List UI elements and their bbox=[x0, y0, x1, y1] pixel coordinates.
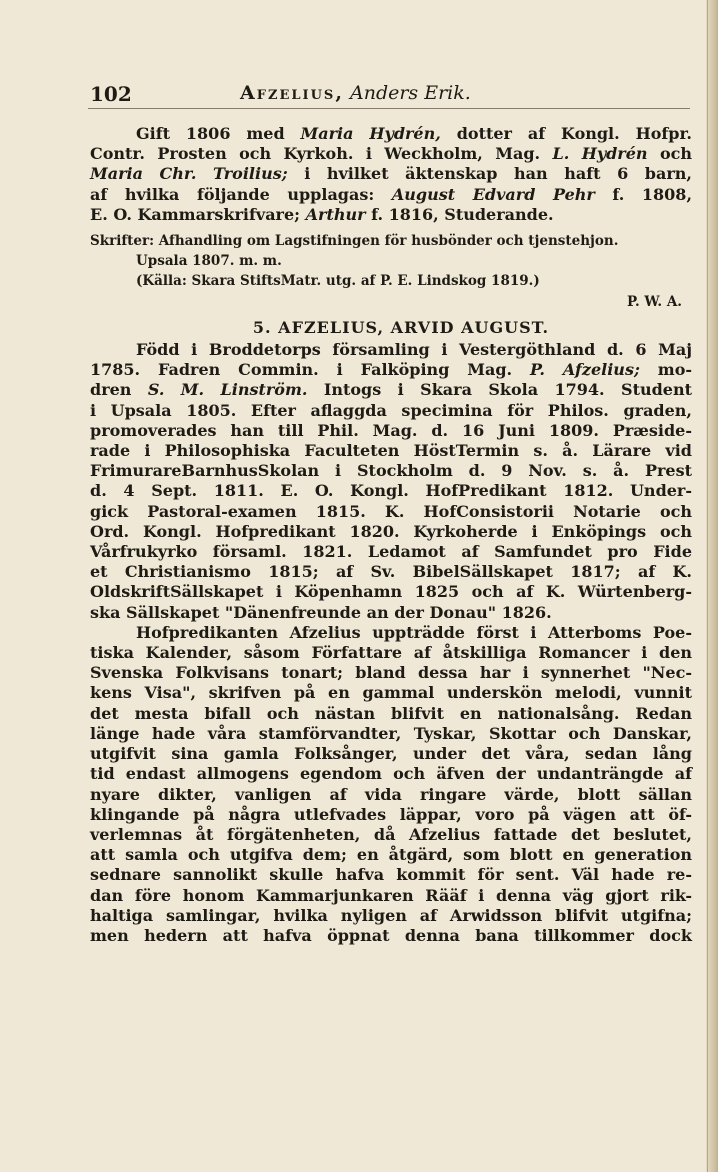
text-line bbox=[90, 683, 692, 703]
text-line bbox=[90, 522, 692, 542]
text-line bbox=[90, 164, 692, 184]
text-segment: Född i Broddetorps församling i Vestergöthland d. 6 Maj bbox=[136, 340, 692, 360]
text-line bbox=[90, 744, 692, 764]
text-line bbox=[90, 360, 692, 380]
text-line bbox=[90, 441, 692, 461]
text-segment: men hedern att hafva öppnat denna bana tillkommer dock bbox=[90, 925, 692, 945]
text-segment: klingande på några utlefvades läppar, voro på vägen att öf- bbox=[90, 804, 692, 824]
text-segment: länge hade våra stamförvandter, Tyskar, Skottar och Danskar, bbox=[90, 723, 692, 743]
text-line bbox=[90, 380, 692, 400]
page-edge-line bbox=[707, 0, 708, 1172]
text-segment: Skrifter: Afhandling om Lagstifningen för husbönder och tjenstehjon. bbox=[90, 233, 619, 250]
text-segment: FrimurareBarnhusSkolan i Stockholm d. 9 Nov. s. å. Prest bbox=[90, 461, 692, 481]
text-segment: mo- bbox=[639, 360, 692, 380]
text-line bbox=[90, 144, 692, 164]
text-segment: 5. AFZELIUS, ARVID AUGUST. bbox=[252, 317, 550, 337]
text-segment: och bbox=[647, 144, 692, 164]
text-line bbox=[90, 562, 692, 582]
text-segment: 1785. Fadren Commin. i Falköping Mag. bbox=[90, 360, 531, 380]
text-line bbox=[90, 603, 692, 623]
running-title-name: Afzelius, bbox=[240, 82, 344, 104]
text-segment: promoverades han till Phil. Mag. d. 16 Juni 1809. Præside- bbox=[90, 420, 692, 440]
text-segment: det mesta bifall och nästan blifvit en nationalsång. Redan bbox=[90, 703, 692, 723]
text-segment: haltiga samlingar, hvilka nyligen af Arwidsson blifvit utgifna; bbox=[90, 905, 692, 925]
text-segment: OldskriftSällskapet i Köpenhamn 1825 och af K. Würtenberg- bbox=[90, 582, 692, 602]
text-segment: Contr. Prosten och Kyrkoh. i Weckholm, Mag. bbox=[90, 144, 553, 164]
text-segment: Gift 1806 med bbox=[136, 124, 301, 143]
italic-text: Maria Hydrén, bbox=[300, 124, 441, 143]
text-line bbox=[90, 825, 692, 845]
text-line bbox=[90, 906, 692, 926]
text-line bbox=[90, 623, 692, 643]
text-segment: rade i Philosophiska Faculteten HöstTermin s. å. Lärare vid bbox=[90, 441, 692, 461]
italic-text: August Edvard Pehr bbox=[391, 184, 595, 204]
text-segment: kens Visa", skrifven på en gammal underskön melodi, vunnit bbox=[90, 683, 692, 703]
text-segment: af hvilka följande upplagas: bbox=[90, 184, 392, 204]
text-line bbox=[90, 124, 692, 144]
text-line bbox=[90, 785, 692, 805]
text-segment: Upsala 1807. m. m. bbox=[136, 253, 282, 270]
text-segment: Vårfrukyrko församl. 1821. Ledamot af Samfundet pro Fide bbox=[90, 542, 692, 562]
text-segment: f. 1816, Studerande. bbox=[365, 204, 554, 224]
text-segment: Svenska Folkvisans tonart; bland dessa har i synnerhet "Nec- bbox=[90, 663, 692, 683]
text-line bbox=[90, 582, 692, 602]
text-segment: att samla och utgifva dem; en åtgärd, som blott en generation bbox=[90, 845, 692, 865]
italic-text: Arthur bbox=[305, 204, 366, 224]
text-segment: tid endast allmogens egendom och äfven der undanträngde af bbox=[90, 764, 692, 784]
text-line bbox=[90, 845, 692, 865]
text-line bbox=[90, 886, 692, 906]
text-segment: nyare dikter, vanligen af vida ringare värde, blott sällan bbox=[90, 784, 692, 804]
text-segment: E. O. Kammarskrifvare; bbox=[90, 204, 306, 224]
text-line bbox=[90, 502, 692, 522]
text-line bbox=[90, 401, 692, 421]
text-line bbox=[90, 231, 692, 251]
italic-text: Maria Chr. Troilius; bbox=[90, 164, 288, 184]
text-segment: dotter af Kongl. Hofpr. bbox=[440, 124, 692, 143]
text-line bbox=[90, 643, 692, 663]
text-line bbox=[90, 542, 692, 562]
text-segment: verlemnas åt förgätenheten, då Afzelius fattade det beslutet, bbox=[90, 824, 692, 844]
text-segment: ska Sällskapet "Dänenfreunde an der Donau" 1826. bbox=[90, 602, 552, 622]
text-segment: sednare sannolikt skulle hafva kommit för sent. Väl hade re- bbox=[90, 865, 692, 885]
text-line bbox=[90, 724, 692, 744]
text-segment: gick Pastoral-examen 1815. K. HofConsistorii Notarie och bbox=[90, 501, 692, 521]
text-line bbox=[90, 926, 692, 946]
text-line bbox=[90, 340, 692, 360]
running-title bbox=[240, 82, 471, 104]
text-line bbox=[90, 764, 692, 784]
text-line bbox=[90, 663, 692, 683]
text-line bbox=[90, 292, 692, 312]
body-text bbox=[90, 124, 692, 946]
text-segment: i Upsala 1805. Efter aflaggda specimina för Philos. graden, bbox=[90, 400, 692, 420]
page-number: 102 bbox=[90, 82, 132, 106]
text-segment: utgifvit sina gamla Folksånger, under det våra, sedan lång bbox=[90, 744, 692, 764]
text-line bbox=[90, 421, 692, 441]
text-line bbox=[90, 805, 692, 825]
text-segment: (Källa: Skara StiftsMatr. utg. af P. E. Lindskog 1819.) bbox=[136, 273, 540, 290]
text-segment: d. 4 Sept. 1811. E. O. Kongl. HofPredikant 1812. Under- bbox=[90, 481, 692, 501]
italic-text: S. M. Linström. bbox=[147, 380, 308, 400]
text-segment: tiska Kalender, såsom Författare af åtskilliga Romancer i den bbox=[90, 643, 692, 663]
italic-text: P. Afzelius; bbox=[530, 360, 640, 380]
italic-text: L. Hydrén bbox=[552, 144, 648, 164]
text-segment: i hvilket äktenskap han haft 6 barn, bbox=[287, 164, 692, 184]
text-segment: Intogs i Skara Skola 1794. Student bbox=[307, 380, 693, 400]
text-segment: et Christianismo 1815; af Sv. BibelSällskapet 1817; af K. bbox=[90, 562, 692, 582]
text-line bbox=[90, 251, 692, 271]
text-segment: dren bbox=[90, 380, 148, 400]
text-segment: Hofpredikanten Afzelius uppträdde först i Atterboms Poe- bbox=[136, 622, 692, 642]
text-segment: P. W. A. bbox=[627, 293, 682, 310]
text-line bbox=[90, 704, 692, 724]
text-segment: dan före honom Kammarjunkaren Rääf i denna väg gjort rik- bbox=[90, 885, 692, 905]
text-line bbox=[90, 461, 692, 481]
text-line bbox=[90, 271, 692, 291]
text-line bbox=[90, 481, 692, 501]
text-segment: Ord. Kongl. Hofpredikant 1820. Kyrkoherde i Enköpings och bbox=[90, 521, 692, 541]
header-rule bbox=[88, 108, 690, 109]
text-line bbox=[90, 318, 692, 338]
text-segment: f. 1808, bbox=[594, 184, 693, 204]
text-line bbox=[90, 185, 692, 205]
running-title-given-names: Anders Erik. bbox=[349, 82, 471, 104]
text-line bbox=[90, 205, 692, 225]
text-line bbox=[90, 865, 692, 885]
